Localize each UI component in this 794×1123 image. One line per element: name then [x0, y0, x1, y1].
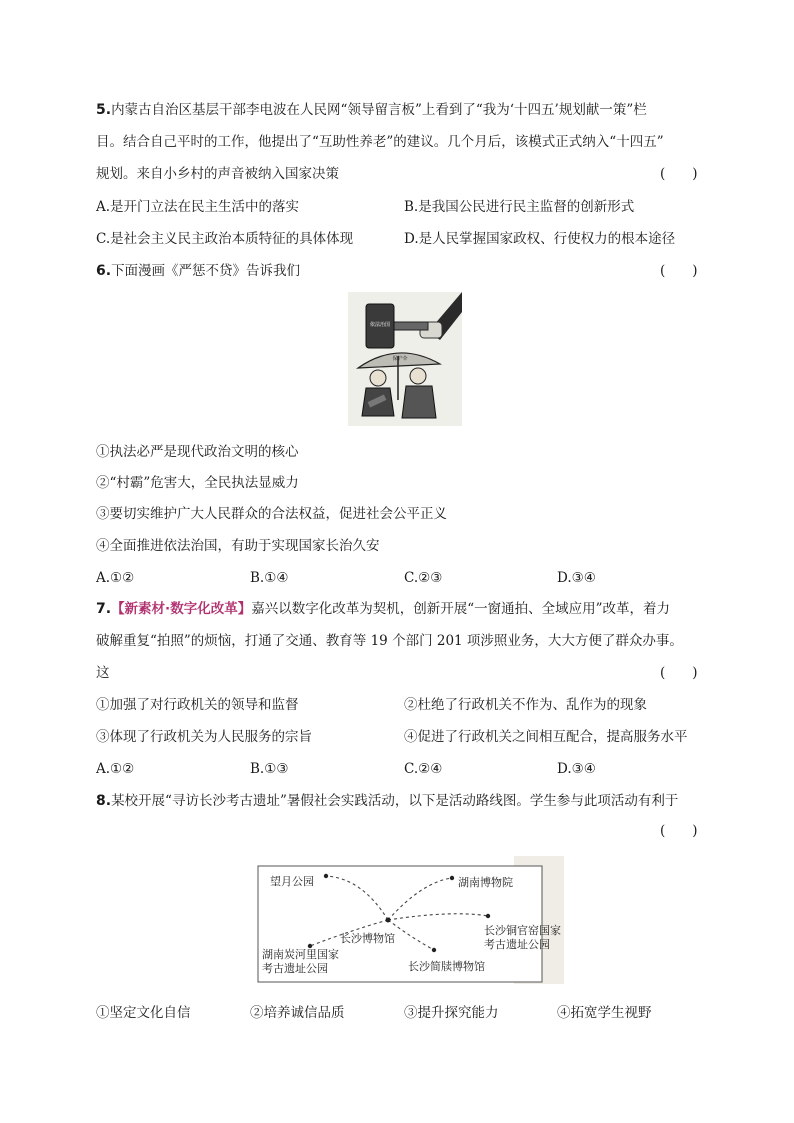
- q6-line-1: [96, 262, 300, 280]
- q8-statement-4: ④拓宽学生视野: [557, 1005, 652, 1021]
- q8-line-1: [96, 792, 678, 810]
- q7-statement-1: ①加强了对行政机关的领导和监督: [96, 697, 299, 713]
- q6-statement-4: ④全面推进依法治国，有助于实现国家长治久安: [96, 538, 380, 554]
- cartoon-hammer-label: 依法治国: [369, 322, 391, 328]
- map-label-tongguan-2: 考古遗址公园: [484, 938, 550, 951]
- q5-answer-paren: ( ): [660, 166, 698, 182]
- q5-option-a: A.是开门立法在民主生活中的落实: [96, 199, 300, 215]
- map-label-tanheli-2: 考古遗址公园: [262, 962, 328, 975]
- q6-option-b: B.①④: [250, 570, 289, 586]
- q6-statement-2: ②“村霸”危害大，全民执法显威力: [96, 475, 299, 491]
- q8-statement-3: ③提升探究能力: [404, 1005, 499, 1021]
- q8-statement-1: ①坚定文化自信: [96, 1005, 191, 1021]
- q6-option-c: C.②③: [404, 570, 443, 586]
- q7-statement-3: ③体现了行政机关为人民服务的宗旨: [96, 729, 312, 745]
- q7-number: 7.: [96, 601, 112, 617]
- map-label-wangyue: 望月公园: [270, 875, 314, 888]
- q8-statement-2: ②培养诚信品质: [250, 1005, 345, 1021]
- q6-option-a: A.①②: [96, 570, 135, 586]
- q7-line-2: 破解重复“拍照”的烦恼，打通了交通、教育等 19 个部门 201 项涉照业务，大大方便了群众办事。: [96, 633, 683, 649]
- map-dot-1: [324, 874, 328, 878]
- q8-route-map: [252, 856, 564, 984]
- map-label-center: 长沙博物馆: [340, 932, 395, 945]
- q6-statement-3: ③要切实维护广大人民群众的合法权益，促进社会公平正义: [96, 506, 447, 522]
- q6-option-d: D.③④: [557, 570, 596, 586]
- map-label-jiandu: 长沙简牍博物馆: [408, 960, 485, 973]
- q7-tag: 【新素材·数字化改革】: [111, 601, 252, 617]
- q8-answer-paren: ( ): [660, 823, 698, 839]
- q6-number: 6.: [96, 263, 112, 279]
- q7-option-d: D.③④: [557, 761, 596, 777]
- q7-option-b: B.①③: [250, 761, 289, 777]
- q5-number: 5.: [96, 102, 112, 118]
- q5-line-1: [96, 101, 647, 119]
- map-label-tanheli-1: 湖南炭河里国家: [262, 948, 339, 961]
- q5-option-b: B.是我国公民进行民主监督的创新形式: [404, 199, 635, 215]
- q8-number: 8.: [96, 793, 112, 809]
- q7-statement-2: ②杜绝了行政机关不作为、乱作为的现象: [404, 697, 647, 713]
- q5-line-2: 目。结合自己平时的工作，他提出了“互助性养老”的建议。几个月后，该模式正式纳入“十四五”: [96, 134, 664, 150]
- q8-stem: 某校开展“寻访长沙考古遗址”暑假社会实践活动，以下是活动路线图。学生参与此项活动有利于: [111, 793, 679, 809]
- cartoon-umbrella-label: 保护伞: [392, 356, 408, 362]
- q6-cartoon: [348, 292, 462, 426]
- q7-answer-paren: ( ): [660, 665, 698, 681]
- q7-line-3: 这: [96, 665, 110, 681]
- q5-option-d: D.是人民掌握国家政权、行使权力的根本途径: [404, 231, 676, 247]
- q6-stem: 下面漫画《严惩不贷》告诉我们: [111, 263, 301, 279]
- q7-line-1: [96, 600, 670, 618]
- q5-line-3: 规划。来自小乡村的声音被纳入国家决策: [96, 166, 339, 182]
- q6-statement-1: ①执法必严是现代政治文明的核心: [96, 444, 299, 460]
- q7-text-1: 嘉兴以数字化改革为契机，创新开展“一窗通拍、全域应用”改革，着力: [251, 601, 671, 617]
- map-dot-2: [450, 876, 454, 880]
- map-label-tongguan-1: 长沙铜官窑国家: [484, 924, 561, 937]
- map-dot-5: [432, 948, 436, 952]
- q7-option-a: A.①②: [96, 761, 135, 777]
- map-center-dot: [386, 918, 391, 923]
- map-label-hunan-museum: 湖南博物院: [458, 876, 513, 889]
- q5-text-1: 内蒙古自治区基层干部李电波在人民网“领导留言板”上看到了“我为‘十四五’规划献一策”栏: [111, 102, 647, 118]
- q5-option-c: C.是社会主义民主政治本质特征的具体体现: [96, 231, 354, 247]
- map-dot-3: [486, 914, 490, 918]
- q7-option-c: C.②④: [404, 761, 443, 777]
- q6-answer-paren: ( ): [660, 263, 698, 279]
- q7-statement-4: ④促进了行政机关之间相互配合，提高服务水平: [404, 729, 688, 745]
